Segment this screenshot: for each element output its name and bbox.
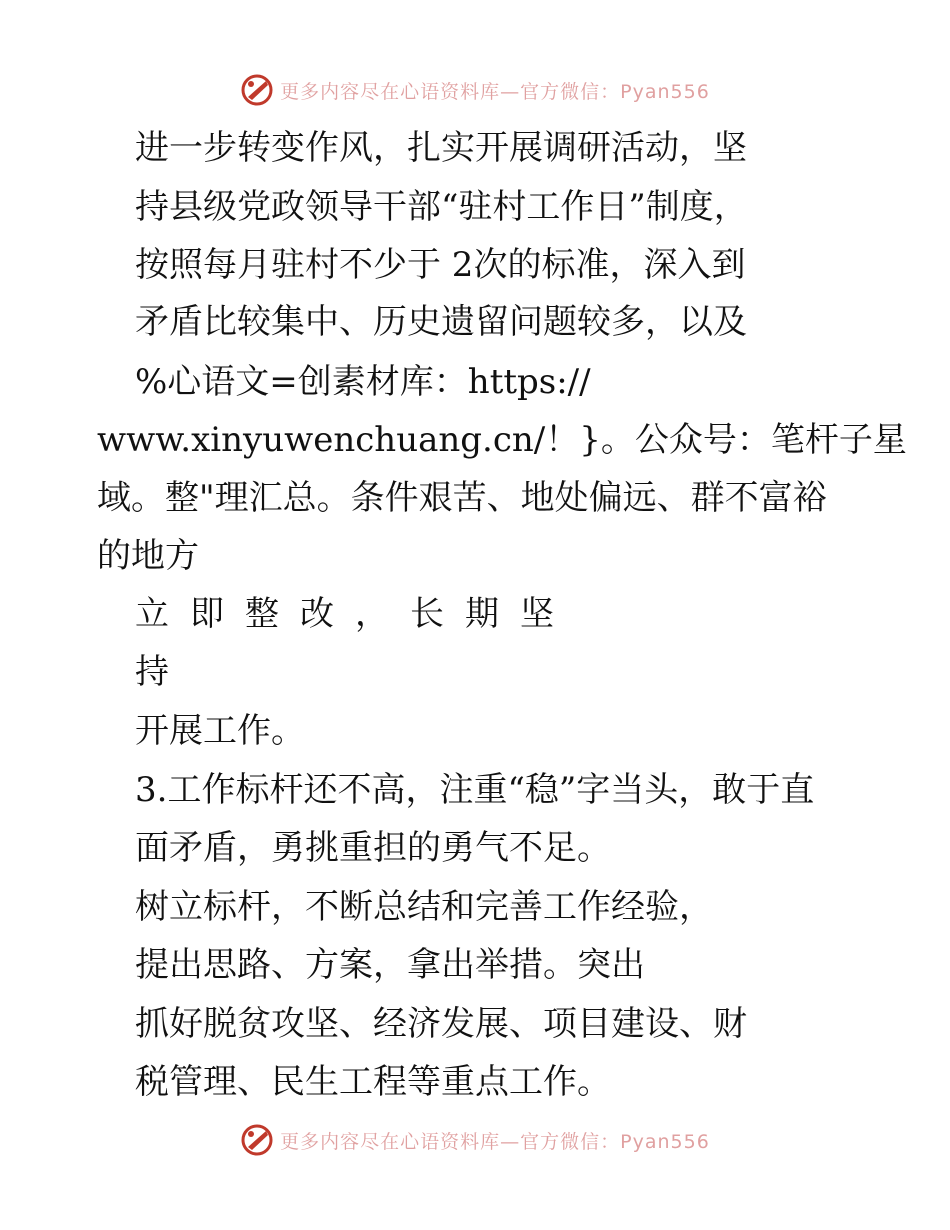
text-line: 持县级党政领导干部“驻村工作日”制度， — [135, 187, 748, 227]
text-line: 树立标杆，不断总结和完善工作经验， — [135, 887, 713, 927]
banner-text — [280, 1127, 710, 1154]
text-line: %心语文=创素材库：https:// — [135, 362, 591, 402]
text-line: 提出思路、方案，拿出举措。突出 — [135, 945, 645, 985]
banner-label: 更多内容尽在心语资料库—官方微信： — [280, 80, 621, 103]
text-line: 开展工作。 — [135, 711, 305, 751]
banner-wechat-id: Pyan556 — [620, 80, 710, 103]
text-line: 的地方 — [97, 536, 199, 576]
text-line: 立即整改，长期坚 — [135, 594, 575, 634]
text-line: 进一步转变作风，扎实开展调研活动，坚 — [135, 128, 747, 168]
logo-icon — [240, 1123, 274, 1157]
text-line: 持 — [135, 652, 169, 692]
banner-wechat-id: Pyan556 — [620, 1130, 710, 1153]
text-line: 抓好脱贫攻坚、经济发展、项目建设、财 — [135, 1004, 747, 1044]
text-line: 按照每月驻村不少于 2次的标准，深入到 — [135, 245, 746, 285]
text-line: www.xinyuwenchuang.cn/！}。公众号：笔杆子星 — [97, 420, 907, 460]
footer-banner — [0, 1120, 950, 1160]
text-line: 域。整"理汇总。条件艰苦、地处偏远、群不富裕 — [97, 478, 827, 518]
text-line: 矛盾比较集中、历史遗留问题较多，以及 — [135, 302, 747, 342]
banner-label: 更多内容尽在心语资料库—官方微信： — [280, 1130, 621, 1153]
text-line: 税管理、民生工程等重点工作。 — [135, 1062, 611, 1102]
text-line: 面矛盾，勇挑重担的勇气不足。 — [135, 828, 611, 868]
text-line: 3.工作标杆还不高，注重“稳”字当头，敢于直 — [135, 770, 815, 810]
